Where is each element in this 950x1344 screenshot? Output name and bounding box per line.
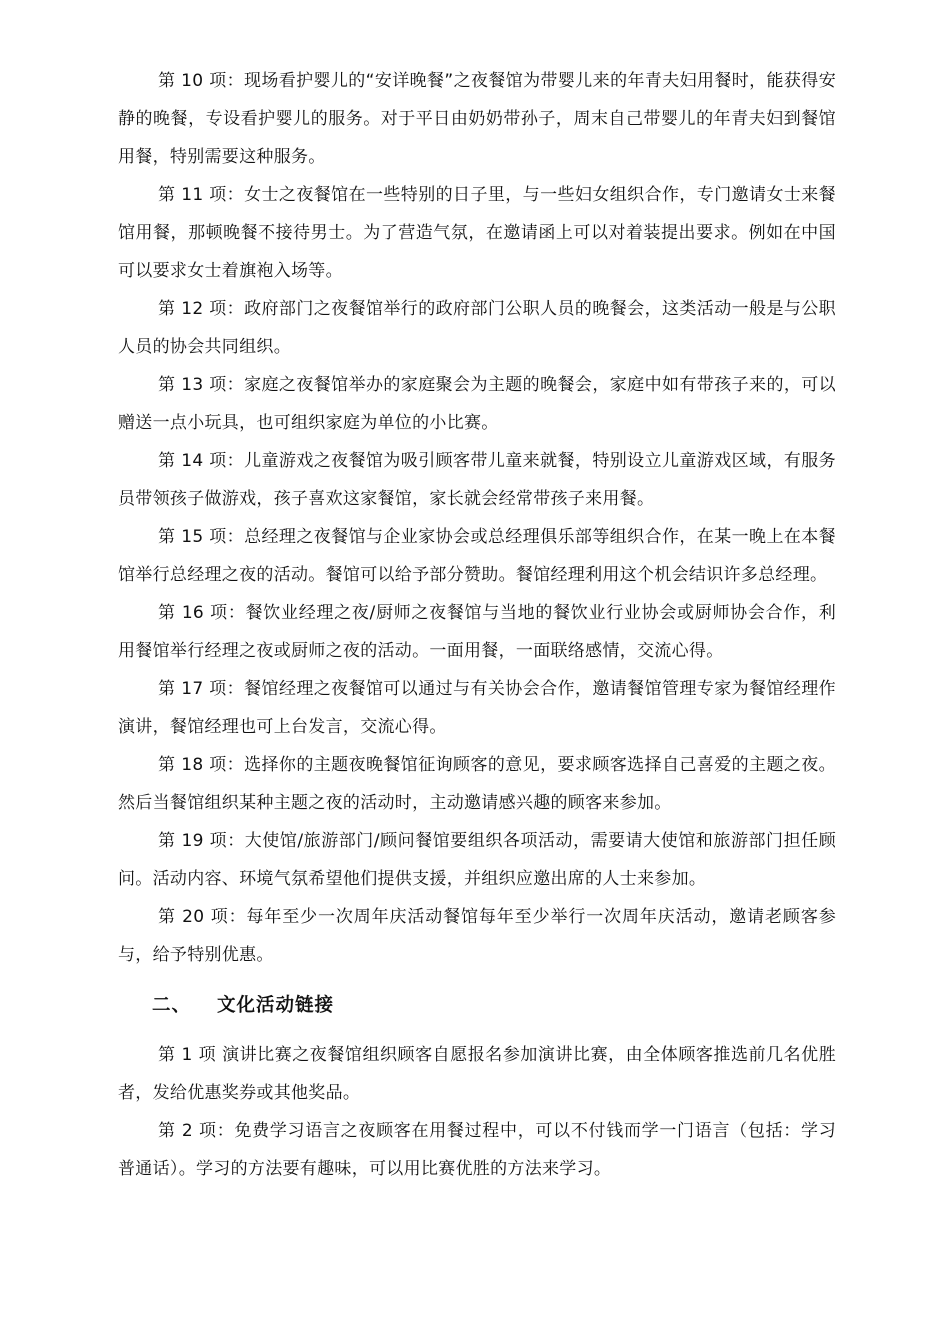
paragraph-item-17: 第 17 项：餐馆经理之夜餐馆可以通过与有关协会合作，邀请餐馆管理专家为餐馆经理作演讲，餐馆经理也可上台发言，交流心得。 bbox=[118, 679, 836, 737]
paragraph-item-13: 第 13 项：家庭之夜餐馆举办的家庭聚会为主题的晚餐会，家庭中如有带孩子来的，可以赠送一点小玩具，也可组织家庭为单位的小比赛。 bbox=[118, 375, 836, 433]
paragraph-item-11: 第 11 项：女士之夜餐馆在一些特别的日子里，与一些妇女组织合作，专门邀请女士来餐馆用餐，那顿晚餐不接待男士。为了营造气氛，在邀请函上可以对着装提出要求。例如在中国可以要求女士着旗袍入场等。 bbox=[118, 185, 836, 281]
paragraph-item-14: 第 14 项：儿童游戏之夜餐馆为吸引顾客带儿童来就餐，特别设立儿童游戏区域，有服务员带领孩子做游戏，孩子喜欢这家餐馆，家长就会经常带孩子来用餐。 bbox=[118, 451, 836, 509]
paragraph-item-15: 第 15 项：总经理之夜餐馆与企业家协会或总经理俱乐部等组织合作，在某一晚上在本餐馆举行总经理之夜的活动。餐馆可以给予部分赞助。餐馆经理利用这个机会结识许多总经理。 bbox=[118, 527, 836, 585]
paragraph-item-20: 第 20 项：每年至少一次周年庆活动餐馆每年至少举行一次周年庆活动，邀请老顾客参与，给予特别优惠。 bbox=[118, 907, 836, 965]
paragraph-item-19: 第 19 项：大使馆/旅游部门/顾问餐馆要组织各项活动，需要请大使馆和旅游部门担任顾问。活动内容、环境气氛希望他们提供支援，并组织应邀出席的人士来参加。 bbox=[118, 831, 836, 889]
section-title: 文化活动链接 bbox=[217, 995, 335, 1016]
paragraph-item-18: 第 18 项：选择你的主题夜晚餐馆征询顾客的意见，要求顾客选择自己喜爱的主题之夜。然后当餐馆组织某种主题之夜的活动时，主动邀请感兴趣的顾客来参加。 bbox=[118, 755, 836, 813]
document-page bbox=[118, 62, 836, 1188]
section-heading bbox=[152, 984, 836, 1028]
paragraph-culture-item-2: 第 2 项：免费学习语言之夜顾客在用餐过程中，可以不付钱而学一门语言（包括：学习普通话）。学习的方法要有趣味，可以用比赛优胜的方法来学习。 bbox=[118, 1121, 836, 1179]
paragraph-culture-item-1: 第 1 项 演讲比赛之夜餐馆组织顾客自愿报名参加演讲比赛，由全体顾客推选前几名优胜者，发给优惠奖券或其他奖品。 bbox=[118, 1045, 836, 1103]
section-number: 二、 bbox=[152, 995, 192, 1016]
paragraph-item-16: 第 16 项：餐饮业经理之夜/厨师之夜餐馆与当地的餐饮业行业协会或厨师协会合作，利用餐馆举行经理之夜或厨师之夜的活动。一面用餐，一面联络感情，交流心得。 bbox=[118, 603, 836, 661]
paragraph-item-10: 第 10 项：现场看护婴儿的“安详晚餐”之夜餐馆为带婴儿来的年青夫妇用餐时，能获得安静的晚餐，专设看护婴儿的服务。对于平日由奶奶带孙子，周末自己带婴儿的年青夫妇到餐馆用餐，特别需要这种服务。 bbox=[118, 71, 836, 167]
paragraph-item-12: 第 12 项：政府部门之夜餐馆举行的政府部门公职人员的晚餐会，这类活动一般是与公职人员的协会共同组织。 bbox=[118, 299, 836, 357]
